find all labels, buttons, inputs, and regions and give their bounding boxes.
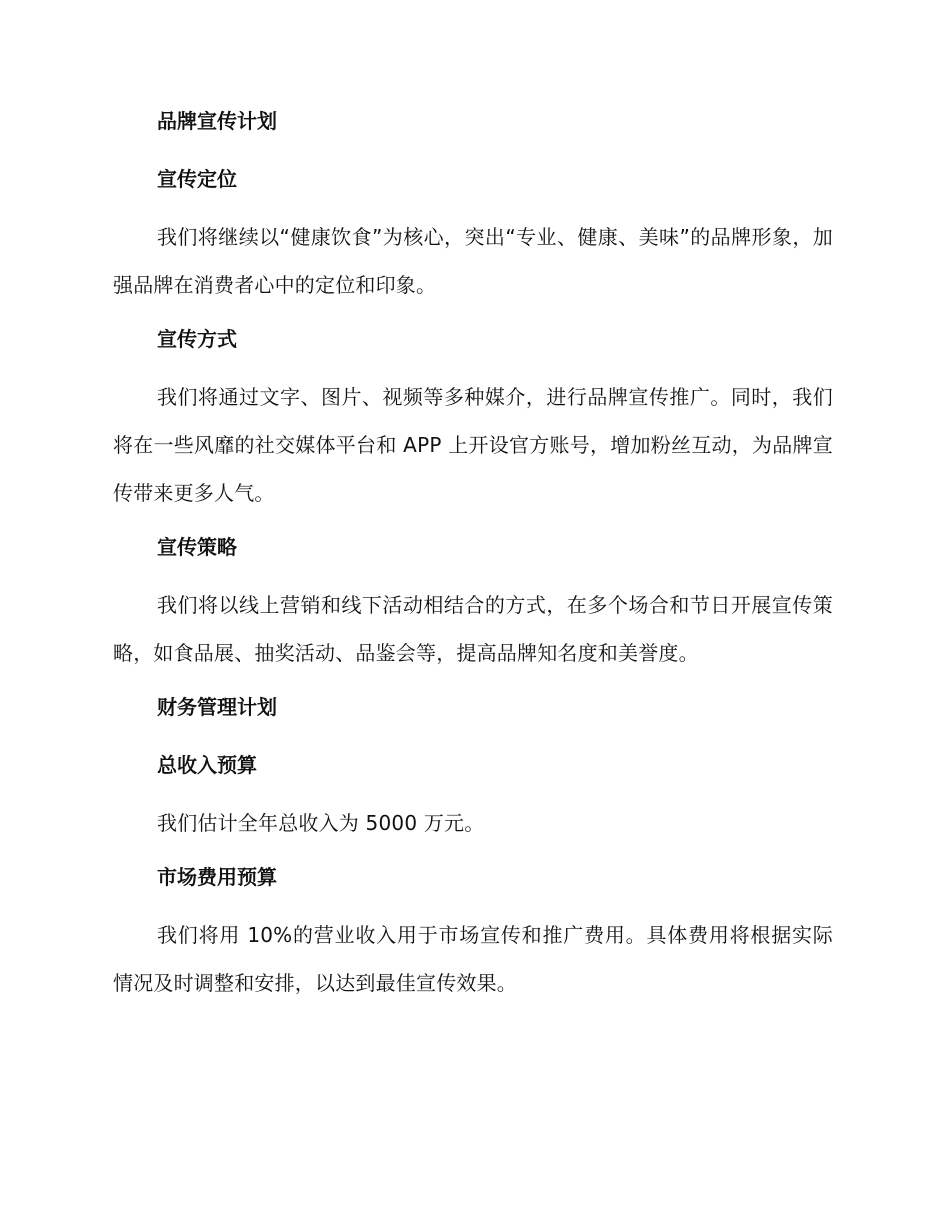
- paragraph-marketing-budget: 我们将用 10%的营业收入用于市场宣传和推广费用。具体费用将根据实际情况及时调整和安排，以达到最佳宣传效果。: [113, 923, 833, 995]
- paragraph-strategy: 我们将以线上营销和线下活动相结合的方式，在多个场合和节日开展宣传策略，如食品展、抽奖活动、品鉴会等，提高品牌知名度和美誉度。: [113, 593, 833, 665]
- section-heading-positioning: 宣传定位: [157, 167, 237, 191]
- document-body: [113, 108, 833, 1024]
- section-heading-marketing-budget: 市场费用预算: [157, 865, 277, 889]
- section-heading-total-revenue: 总收入预算: [157, 753, 257, 777]
- section-heading-strategy: 宣传策略: [157, 535, 237, 559]
- section-heading-brand-promotion-plan: 品牌宣传计划: [157, 109, 277, 133]
- paragraph-positioning: 我们将继续以“健康饮食”为核心，突出“专业、健康、美味”的品牌形象，加强品牌在消费者心中的定位和印象。: [113, 225, 833, 297]
- paragraph-methods: 我们将通过文字、图片、视频等多种媒介，进行品牌宣传推广。同时，我们将在一些风靡的社交媒体平台和 APP 上开设官方账号，增加粉丝互动，为品牌宣传带来更多人气。: [113, 385, 833, 505]
- section-heading-methods: 宣传方式: [157, 327, 237, 351]
- paragraph-total-revenue: 我们估计全年总收入为 5000 万元。: [157, 811, 485, 835]
- section-heading-financial-plan: 财务管理计划: [157, 695, 277, 719]
